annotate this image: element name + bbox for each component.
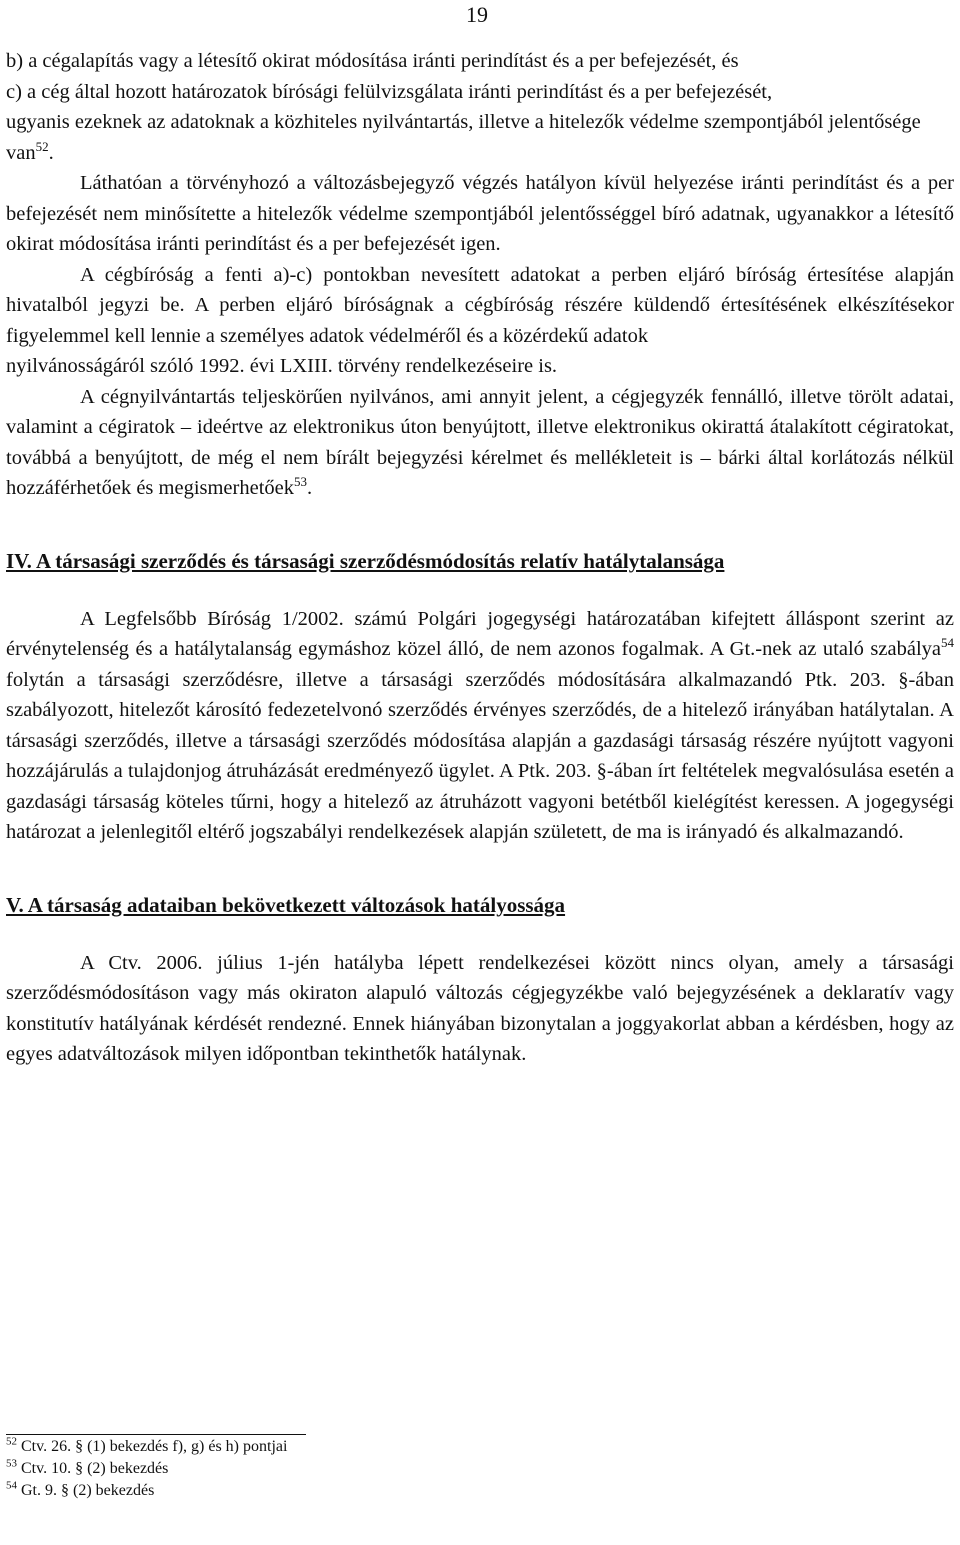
section-gap	[6, 848, 954, 890]
heading-gap	[6, 576, 954, 604]
page-body	[6, 46, 954, 1070]
footnote-number: 53	[6, 1457, 17, 1470]
footnote-number: 52	[6, 1435, 17, 1448]
footnote-ref-53[interactable]: 53	[294, 474, 308, 490]
cegnyilvantartas-period: .	[307, 477, 313, 499]
footnote-54	[6, 1480, 287, 1502]
footnote-number: 54	[6, 1479, 17, 1492]
list-item-b: b) a cégalapítás vagy a létesítő okirat módosítása iránti perindítást és a per befejezését, és	[6, 50, 739, 72]
footnote-53	[6, 1458, 287, 1480]
section-iv-paragraph	[6, 604, 954, 848]
footnote-text: Ctv. 26. § (1) bekezdés f), g) és h) pontjai	[21, 1438, 288, 1455]
footnote-52	[6, 1436, 287, 1458]
section-v-paragraph: A Ctv. 2006. július 1-jén hatályba lépett rendelkezései között nincs olyan, amely a társasági szerződésmódosításon vagy más okiraton alapuló változás cégjegyzékbe való bejegyzésének a deklaratív vagy konstitutív hatályának kérdését rendezné. Ennek hiányában bizonytalan a joggyakorlat abban a kérdésben, hogy az egyes adatváltozások milyen időpontban tekinthetők hatálynak.	[6, 951, 954, 1065]
cegbirosag-paragraph: A cégbíróság a fenti a)-c) pontokban nevesített adatokat a perben eljáró bíróság értesítése alapján hivatalból jegyzi be. A perben eljáró bíróságnak a cégbíróság részére küldendő értesítésének elkészítésekor figyelemmel kell lennie a személyes adatok védelméről és a közérdekű adatok	[6, 263, 954, 347]
cegnyilvantartas-text: A cégnyilvántartás teljeskörűen nyilvános, ami annyit jelent, a cégjegyzék fennálló, illetve törölt adatai, valamint a cégiratok – ideértve az elektronikus úton benyújtott, illetve elektronikus okirattá átalakított cégiratokat, továbbá a benyújtott, de még el nem bírált bejegyzési kérelmet és mellékleteit is – bárki által korlátozás nélkül hozzáférhetőek és megismerhetőek	[6, 385, 954, 499]
ugyanis-paragraph	[6, 107, 954, 168]
footnote-ref-54[interactable]: 54	[941, 635, 954, 651]
cegbirosag-paragraph-end: nyilvánosságáról szóló 1992. évi LXIII. törvény rendelkezéseire is.	[6, 355, 558, 377]
ugyanis-text: ugyanis ezeknek az adatoknak a közhiteles nyilvántartás, illetve a hitelezők védelme szempontjából jelentősége van	[6, 111, 921, 164]
footnotes	[6, 1436, 287, 1502]
ugyanis-period: .	[48, 141, 54, 164]
footnote-separator	[6, 1434, 306, 1435]
section-iv-text-a: A Legfelsőbb Bíróság 1/2002. számú Polgári jogegységi határozatában kifejtett álláspont szerint az érvénytelenség és a hatálytalanság egymáshoz közel álló, de nem azonos fogalmak. A Gt.-nek az utaló szabálya	[6, 607, 954, 660]
lathatoan-paragraph: Láthatóan a törvényhozó a változásbejegyző végzés hatályon kívül helyezése iránti perindítást és a per befejezését nem minősítette a hitelezők védelme szempontjából jelentősséggel bíró adatnak, ugyanakkor a létesítő okirat módosítása iránti perindítást és a per befejezését igen.	[6, 172, 954, 255]
list-item-c: c) a cég által hozott határozatok bírósági felülvizsgálata iránti perindítást és a per befejezését,	[6, 80, 773, 103]
page-number: 19	[466, 2, 488, 27]
section-iv-text-b: folytán a társasági szerződésre, illetve a társasági szerződés módosítására alkalmazandó Ptk. 203. §-ában szabályozott, hitelezőt károsító fedezetelvonó szerződés érvényes szerződés, de a hitelező irányában hatálytalan. A társasági szerződés, illetve a társasági szerződés módosítása alapján a gazdasági társaság részére nyújtott vagyoni hozzájárulás a tulajdonjog átruházását eredményező ügylet. A Ptk. 203. §-ában írt feltételek megvalósulása esetén a gazdasági társaság köteles tűrni, hogy a hitelező az átruházott vagyoni betétből kielégítést keressen. A jogegységi határozat a jelenlegitől eltérő jogszabályi rendelkezések alapján született, de ma is irányadó és alkalmazandó.	[6, 668, 954, 843]
footnote-text: Gt. 9. § (2) bekezdés	[21, 1482, 155, 1499]
section-heading-v: V. A társaság adataiban bekövetkezett változások hatályossága	[6, 892, 566, 917]
section-heading-iv: IV. A társasági szerződés és társasági szerződésmódosítás relatív hatálytalansága	[6, 548, 725, 573]
cegnyilvantartas-paragraph	[6, 382, 954, 504]
section-gap	[6, 504, 954, 546]
heading-gap	[6, 920, 954, 948]
footnote-text: Ctv. 10. § (2) bekezdés	[21, 1460, 169, 1477]
footnote-ref-52[interactable]: 52	[35, 138, 49, 154]
